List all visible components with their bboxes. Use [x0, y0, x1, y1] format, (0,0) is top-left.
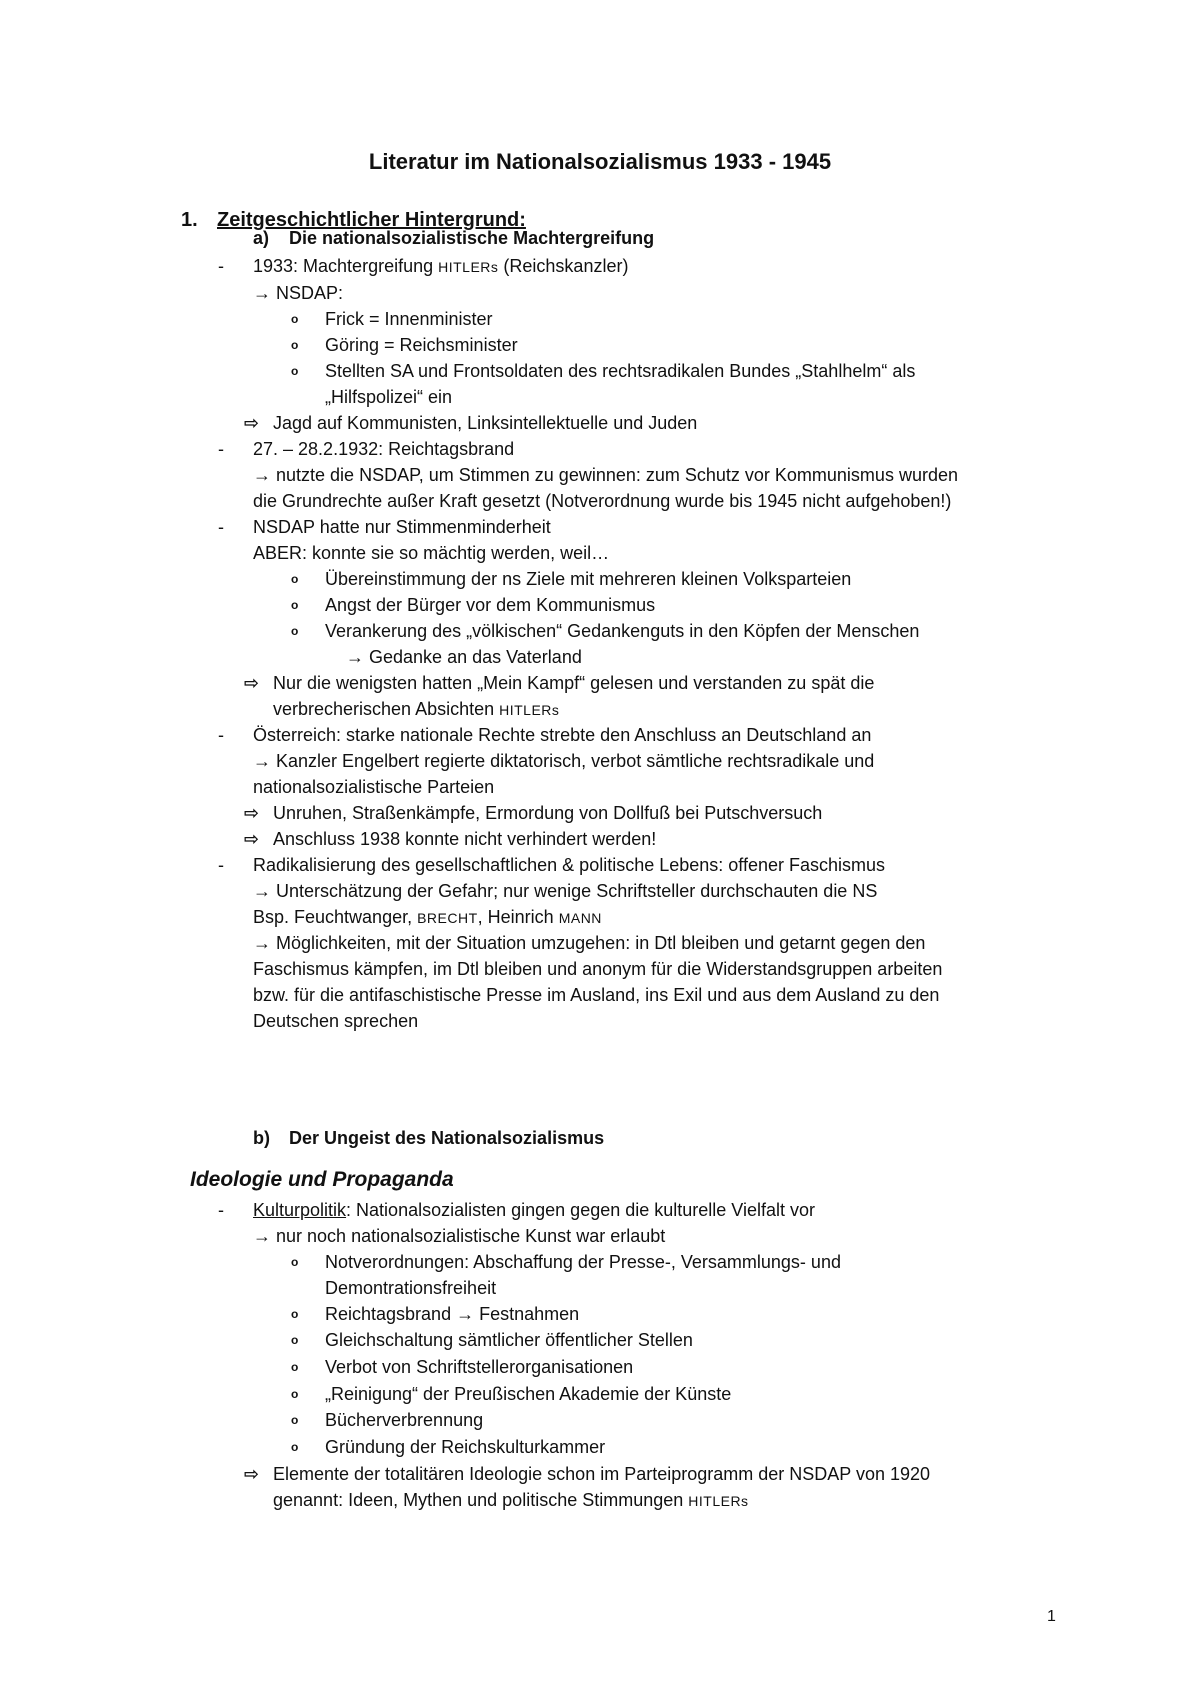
page-number: 1	[1047, 1608, 1056, 1625]
arrow-icon: →	[253, 881, 271, 901]
arrow-line	[253, 748, 874, 775]
arrow-icon: →	[253, 751, 271, 771]
conclusion-line: Jagd auf Kommunisten, Linksintellektuelle und Juden	[273, 413, 698, 433]
circle-bullet-icon: o	[291, 1413, 299, 1427]
text: nur noch nationalsozialistische Kunst war erlaubt	[276, 1226, 666, 1246]
text: 1933: Machtergreifung	[253, 256, 439, 276]
list-item-continued: ABER: konnte sie so mächtig werden, weil…	[253, 543, 610, 563]
list-item: „Reinigung“ der Preußischen Akademie der Künste	[325, 1384, 732, 1404]
subsection-title: Der Ungeist des Nationalsozialismus	[289, 1128, 605, 1148]
list-item: Angst der Bürger vor dem Kommunismus	[325, 595, 656, 615]
list-item-continued	[253, 904, 602, 932]
list-item: NSDAP hatte nur Stimmenminderheit	[253, 517, 551, 537]
dash-bullet: -	[218, 855, 224, 875]
list-item: Österreich: starke nationale Rechte strebte den Anschluss an Deutschland an	[253, 725, 872, 745]
name-smallcaps: BRECHT	[417, 910, 478, 926]
list-item: Frick = Innenminister	[325, 309, 493, 329]
list-item: Stellten SA und Frontsoldaten des rechtsradikalen Bundes „Stahlhelm“ als	[325, 361, 916, 381]
list-item-continued: Deutschen sprechen	[253, 1011, 419, 1031]
text: nutzte die NSDAP, um Stimmen zu gewinnen: zum Schutz vor Kommunismus wurden	[276, 465, 958, 485]
ideology-heading: Ideologie und Propaganda	[190, 1168, 454, 1191]
text: NSDAP:	[276, 283, 344, 303]
text: : Nationalsozialisten gingen gegen die kulturelle Vielfalt vor	[346, 1200, 816, 1220]
arrow-icon: →	[456, 1304, 475, 1324]
circle-bullet-icon: o	[291, 572, 299, 586]
list-item	[325, 1301, 579, 1328]
section-title: Zeitgeschichtlicher Hintergrund:	[217, 209, 526, 231]
dash-bullet: -	[218, 1200, 224, 1220]
text: Kanzler Engelbert regierte diktatorisch, verbot sämtliche rechtsradikale und	[276, 751, 875, 771]
name-smallcaps: HITLERs	[688, 1493, 749, 1509]
conclusion-line: Anschluss 1938 konnte nicht verhindert werden!	[273, 829, 657, 849]
arrow-icon: →	[253, 465, 271, 485]
dash-bullet: -	[218, 439, 224, 459]
list-item-continued: bzw. für die antifaschistische Presse im Ausland, ins Exil und aus dem Ausland zu den	[253, 985, 940, 1005]
conclusion-line: Elemente der totalitären Ideologie schon im Parteiprogramm der NSDAP von 1920	[273, 1464, 931, 1484]
conclusion-line-continued	[273, 1487, 749, 1515]
double-arrow-icon: ⇨	[244, 1464, 260, 1484]
arrow-icon: →	[253, 283, 271, 303]
circle-bullet-icon: o	[291, 1333, 299, 1347]
circle-bullet-icon: o	[291, 624, 299, 638]
circle-bullet-icon: o	[291, 1387, 299, 1401]
subsection-label: b)	[253, 1128, 270, 1148]
page-title: Literatur im Nationalsozialismus 1933 - 1945	[368, 149, 832, 174]
list-item: Übereinstimmung der ns Ziele mit mehreren kleinen Volksparteien	[325, 569, 852, 589]
subsection-label: a)	[253, 228, 270, 248]
dash-bullet: -	[218, 256, 224, 276]
arrow-line	[346, 644, 582, 671]
text: genannt: Ideen, Mythen und politische Stimmungen	[273, 1490, 689, 1510]
circle-bullet-icon: o	[291, 1255, 299, 1269]
list-item: Bücherverbrennung	[325, 1410, 484, 1430]
name-smallcaps: HITLERs	[438, 259, 499, 275]
arrow-icon: →	[346, 647, 364, 667]
arrow-icon: →	[253, 933, 271, 953]
text: verbrecherischen Absichten	[273, 699, 500, 719]
name-smallcaps: HITLERs	[499, 702, 560, 718]
arrow-line	[253, 1223, 665, 1250]
section-number: 1.	[181, 209, 198, 231]
list-item-continued: „Hilfspolizei“ ein	[325, 387, 453, 407]
circle-bullet-icon: o	[291, 598, 299, 612]
text: Gedanke an das Vaterland	[369, 647, 582, 667]
arrow-line	[253, 280, 343, 307]
text: Unterschätzung der Gefahr; nur wenige Schriftsteller durchschauten die NS	[276, 881, 878, 901]
conclusion-line: Unruhen, Straßenkämpfe, Ermordung von Dollfuß bei Putschversuch	[273, 803, 823, 823]
double-arrow-icon: ⇨	[244, 673, 260, 693]
list-item-continued: die Grundrechte außer Kraft gesetzt (Notverordnung wurde bis 1945 nicht aufgehoben!)	[253, 491, 952, 511]
conclusion-line-continued	[273, 696, 559, 724]
list-item-continued: nationalsozialistische Parteien	[253, 777, 495, 797]
subsection-heading-a	[253, 225, 654, 252]
text: , Heinrich	[477, 907, 559, 927]
list-item: Göring = Reichsminister	[325, 335, 518, 355]
list-item: 27. – 28.2.1932: Reichtagsbrand	[253, 439, 515, 459]
circle-bullet-icon: o	[291, 364, 299, 378]
conclusion-line: Nur die wenigsten hatten „Mein Kampf“ gelesen und verstanden zu spät die	[273, 673, 875, 693]
text: Bsp. Feuchtwanger,	[253, 907, 418, 927]
underlined-term: Kulturpolitik	[253, 1200, 347, 1220]
double-arrow-icon: ⇨	[244, 829, 260, 849]
list-item: Verbot von Schriftstellerorganisationen	[325, 1357, 634, 1377]
text: Möglichkeiten, mit der Situation umzugehen: in Dtl bleiben und getarnt gegen den	[276, 933, 926, 953]
subsection-title: Die nationalsozialistische Machtergreifung	[289, 228, 655, 248]
arrow-line	[253, 462, 958, 489]
circle-bullet-icon: o	[291, 312, 299, 326]
list-item	[253, 253, 628, 281]
double-arrow-icon: ⇨	[244, 803, 260, 823]
circle-bullet-icon: o	[291, 1307, 299, 1321]
list-item: Verankerung des „völkischen“ Gedankenguts in den Köpfen der Menschen	[325, 621, 920, 641]
list-item: Radikalisierung des gesellschaftlichen & politische Lebens: offener Faschismus	[253, 855, 886, 875]
double-arrow-icon: ⇨	[244, 413, 260, 433]
text: Festnahmen	[474, 1304, 580, 1324]
list-item-continued: Faschismus kämpfen, im Dtl bleiben und anonym für die Widerstandsgruppen arbeiten	[253, 959, 943, 979]
list-item	[253, 1197, 815, 1224]
subsection-heading-b	[253, 1125, 604, 1152]
list-item: Gründung der Reichskulturkammer	[325, 1437, 606, 1457]
list-item-continued: Demontrationsfreiheit	[325, 1278, 497, 1298]
dash-bullet: -	[218, 517, 224, 537]
circle-bullet-icon: o	[291, 1440, 299, 1454]
list-item: Gleichschaltung sämtlicher öffentlicher Stellen	[325, 1330, 693, 1350]
text: Reichtagsbrand	[325, 1304, 457, 1324]
name-smallcaps: MANN	[558, 910, 602, 926]
circle-bullet-icon: o	[291, 338, 299, 352]
arrow-line	[253, 930, 925, 957]
list-item: Notverordnungen: Abschaffung der Presse-, Versammlungs- und	[325, 1252, 841, 1272]
arrow-icon: →	[253, 1226, 271, 1246]
circle-bullet-icon: o	[291, 1360, 299, 1374]
text: (Reichskanzler)	[498, 256, 629, 276]
arrow-line	[253, 878, 877, 905]
dash-bullet: -	[218, 725, 224, 745]
